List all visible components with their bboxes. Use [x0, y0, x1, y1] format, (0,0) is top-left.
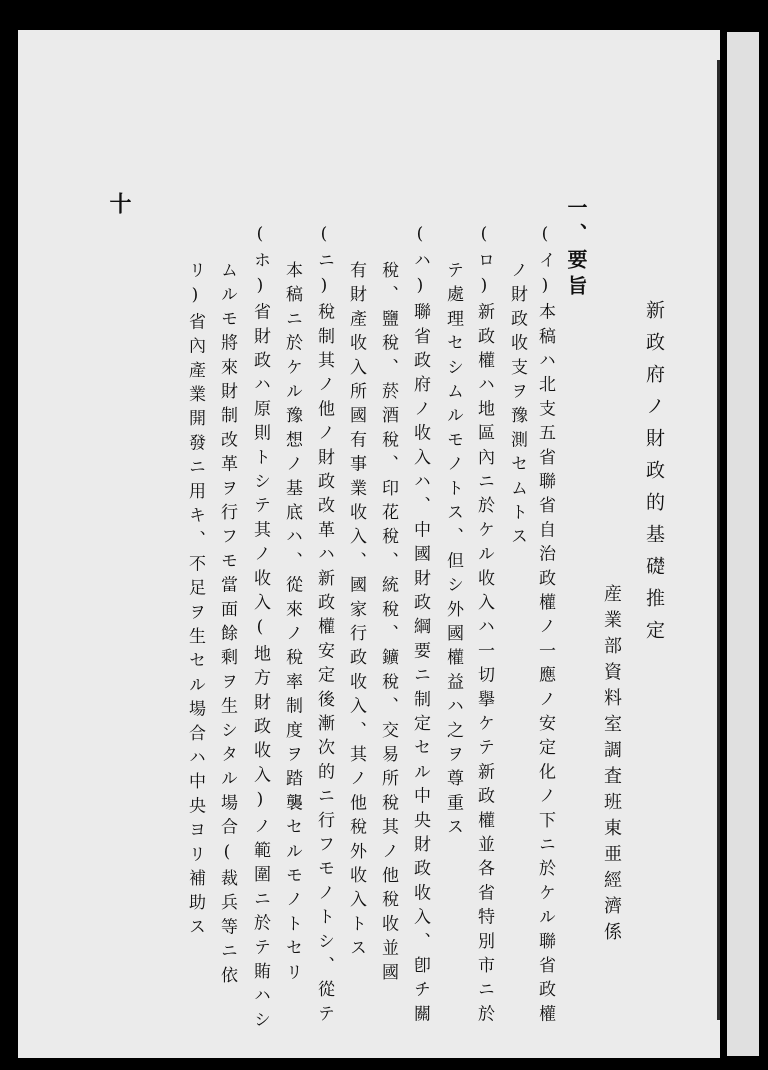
body-line-11: ムルモ將來財制改革ヲ行フモ當面餘剩ヲ生シタル場合(裁兵等ニ依 — [217, 261, 237, 990]
body-line-3: (ロ)新政權ハ地區內ニ於ケル收入ハ一切擧ケテ新政權並各省特別市ニ於 — [474, 224, 494, 1029]
body-line-6: 稅、鹽稅、菸酒稅、印花稅、統稅、鑛稅、交易所稅其ノ他稅收並國 — [378, 261, 398, 987]
body-line-4: テ處理セシムルモノトス、但シ外國權益ハ之ヲ尊重ス — [443, 261, 463, 842]
body-line-1: (イ)本稿ハ北支五省聯省自治政權ノ一應ノ安定化ノ下ニ於ケル聯省政權 — [535, 224, 555, 1029]
page-fold-line — [717, 60, 720, 1020]
body-line-9: 本稿ニ於ケル豫想ノ基底ハ、從來ノ稅率制度ヲ踏襲セルモノトセリ — [282, 261, 302, 987]
document-title: 新政府ノ財政的基礎推定 — [643, 300, 665, 652]
body-line-5: (ハ)聯省政府ノ收入ハ、中國財政綱要ニ制定セル中央財政收入、卽チ關 — [410, 224, 430, 1029]
author-line: 産業部資料室調査班東亜經濟係 — [601, 584, 622, 948]
page-number: 十 — [106, 192, 132, 214]
body-line-7: 有財產收入所國有事業收入、國家行政收入、其ノ他稅外收入トス — [346, 261, 366, 963]
adjacent-page-edge — [727, 32, 759, 1056]
body-line-2: ノ財政收支ヲ豫測セムトス — [507, 261, 527, 552]
body-line-10: (ホ)省財政ハ原則トシテ其ノ收入(地方財政收入)ノ範圍ニ於テ賄ハシ — [250, 224, 270, 1035]
body-line-8: (ニ)稅制其ノ他ノ財政改革ハ新政權安定後漸次的ニ行フモノトシ、從テ — [314, 224, 334, 1029]
body-line-12: リ)省內產業開發ニ用キ、不足ヲ生セル場合ハ中央ヨリ補助ス — [185, 261, 205, 942]
section-heading: 一、要旨 — [564, 197, 588, 301]
